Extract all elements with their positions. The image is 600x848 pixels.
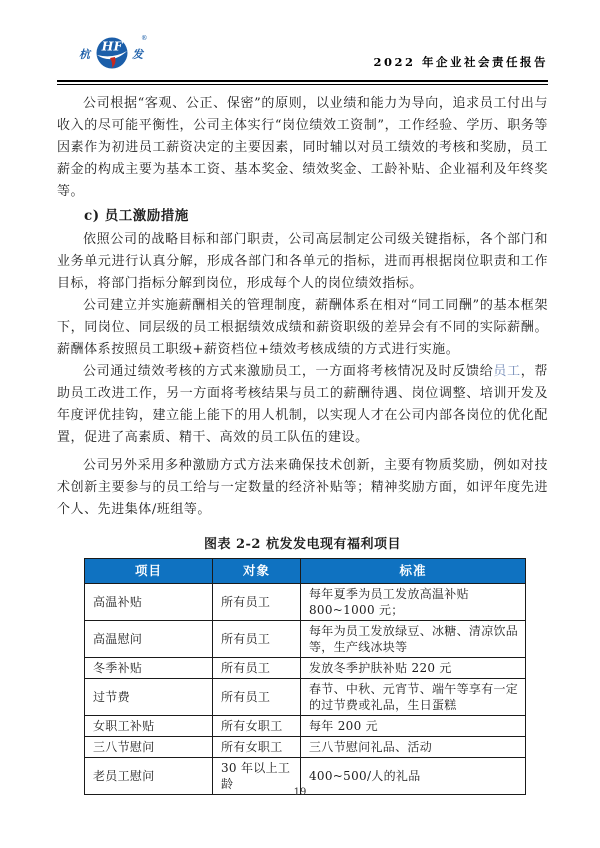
table-row [85, 679, 526, 716]
paragraph-performance-feedback [57, 361, 548, 449]
table-cell: 女职工补贴 [85, 716, 213, 737]
table-row [85, 621, 526, 658]
logo-left-char: 杭 [79, 48, 90, 61]
benefits-table [84, 558, 526, 795]
table-row [85, 716, 526, 737]
logo-right-char: 发 [132, 48, 143, 61]
table-cell: 过节费 [85, 679, 213, 716]
registered-trademark-icon: ® [141, 34, 148, 42]
paragraph-performance-feedback-post: ，帮助员工改进工作，另一方面将考核结果与员工的薪酬待遇、岗位调整、培训开发及年度评优挂钩，建立能上能下的用人机制，以实现人才在公司内部各岗位的优化配置，促进了高素质、精干、高效的员工队伍的建设。 [57, 364, 548, 445]
table-cell: 所有员工 [213, 584, 301, 621]
paragraph-salary-system: 公司建立并实施薪酬相关的管理制度，薪酬体系在相对“同工同酬”的基本框架下，同岗位、同层级的员工根据绩效成绩和薪资职级的差异会有不同的实际薪酬。薪酬体系按照员工职级+薪资档位+绩效考核成绩的方式进行实施。 [57, 298, 548, 357]
table-row [85, 737, 526, 758]
table-cell: 所有员工 [213, 658, 301, 679]
table-cell: 三八节慰问 [85, 737, 213, 758]
paragraph-innovation-rewards: 公司另外采用多种激励方式方法来确保技术创新，主要有物质奖励，例如对技术创新主要参与的员工给与一定数量的经济补贴等；精神奖励方面，如评年度先进个人、先进集体/班组等。 [57, 458, 548, 517]
paragraph-compensation-principle: 公司根据“客观、公正、保密”的原则，以业绩和能力为导向，追求员工付出与收入的尽可能平衡性，公司主体实行“岗位绩效工资制”，工作经验、学历、职务等因素作为初进员工薪资决定的主要因素，同时辅以对员工绩效的考核和奖励，员工薪金的构成主要为基本工资、基本奖金、绩效奖金、工龄补贴、企业福利及年终奖等。 [57, 96, 548, 199]
section-heading-incentives: c) 员工激励措施 [84, 208, 189, 224]
table-header-row [85, 559, 526, 584]
column-header-target: 对象 [213, 559, 301, 584]
page-header [57, 0, 548, 80]
table-cell: 老员工慰问 [85, 758, 213, 795]
table-cell: 高温补贴 [85, 584, 213, 621]
table-cell: 所有员工 [213, 679, 301, 716]
page-content [57, 0, 548, 795]
table-cell: 400~500/人的礼品 [301, 758, 526, 795]
table-cell: 冬季补贴 [85, 658, 213, 679]
table-cell: 所有女职工 [213, 716, 301, 737]
table-cell: 每年夏季为员工发放高温补贴 800~1000 元； [301, 584, 526, 621]
company-logo-icon [79, 31, 149, 77]
benefits-table-header [85, 559, 526, 584]
table-cell: 每年 200 元 [301, 716, 526, 737]
highlighted-term-employee: 员工 [493, 364, 521, 379]
table-cell: 高温慰问 [85, 621, 213, 658]
table-cell: 所有女职工 [213, 737, 301, 758]
report-title: 2022 年企业社会责任报告 [373, 55, 548, 69]
company-logo [79, 31, 149, 81]
table-cell: 所有员工 [213, 621, 301, 658]
paragraph-kpi-breakdown: 依照公司的战略目标和部门职责，公司高层制定公司级关键指标，各个部门和业务单元进行认真分解，形成各部门和各单元的指标，进而再根据岗位职责和工作目标，将部门指标分解到岗位，形成每个人的岗位绩效指标。 [57, 232, 548, 291]
table-cell: 30 年以上工龄 [213, 758, 301, 795]
paragraph-performance-feedback-pre: 公司通过绩效考核的方式来激励员工，一方面将考核情况及时反馈给 [83, 364, 494, 379]
logo-monogram: HF [101, 38, 123, 54]
table-cell: 每年为员工发放绿豆、冰糖、清凉饮品等，生产线冰块等 [301, 621, 526, 658]
benefits-table-body [85, 584, 526, 795]
table-row [85, 658, 526, 679]
table-cell: 发放冬季护肤补贴 220 元 [301, 658, 526, 679]
column-header-item: 项目 [85, 559, 213, 584]
table-caption: 图表 2-2 杭发发电现有福利项目 [203, 537, 402, 552]
column-header-standard: 标准 [301, 559, 526, 584]
table-row [85, 584, 526, 621]
table-cell: 三八节慰问礼品、活动 [301, 737, 526, 758]
page-number: 19 [293, 787, 307, 798]
table-cell: 春节、中秋、元宵节、端午等享有一定的过节费或礼品，生日蛋糕 [301, 679, 526, 716]
